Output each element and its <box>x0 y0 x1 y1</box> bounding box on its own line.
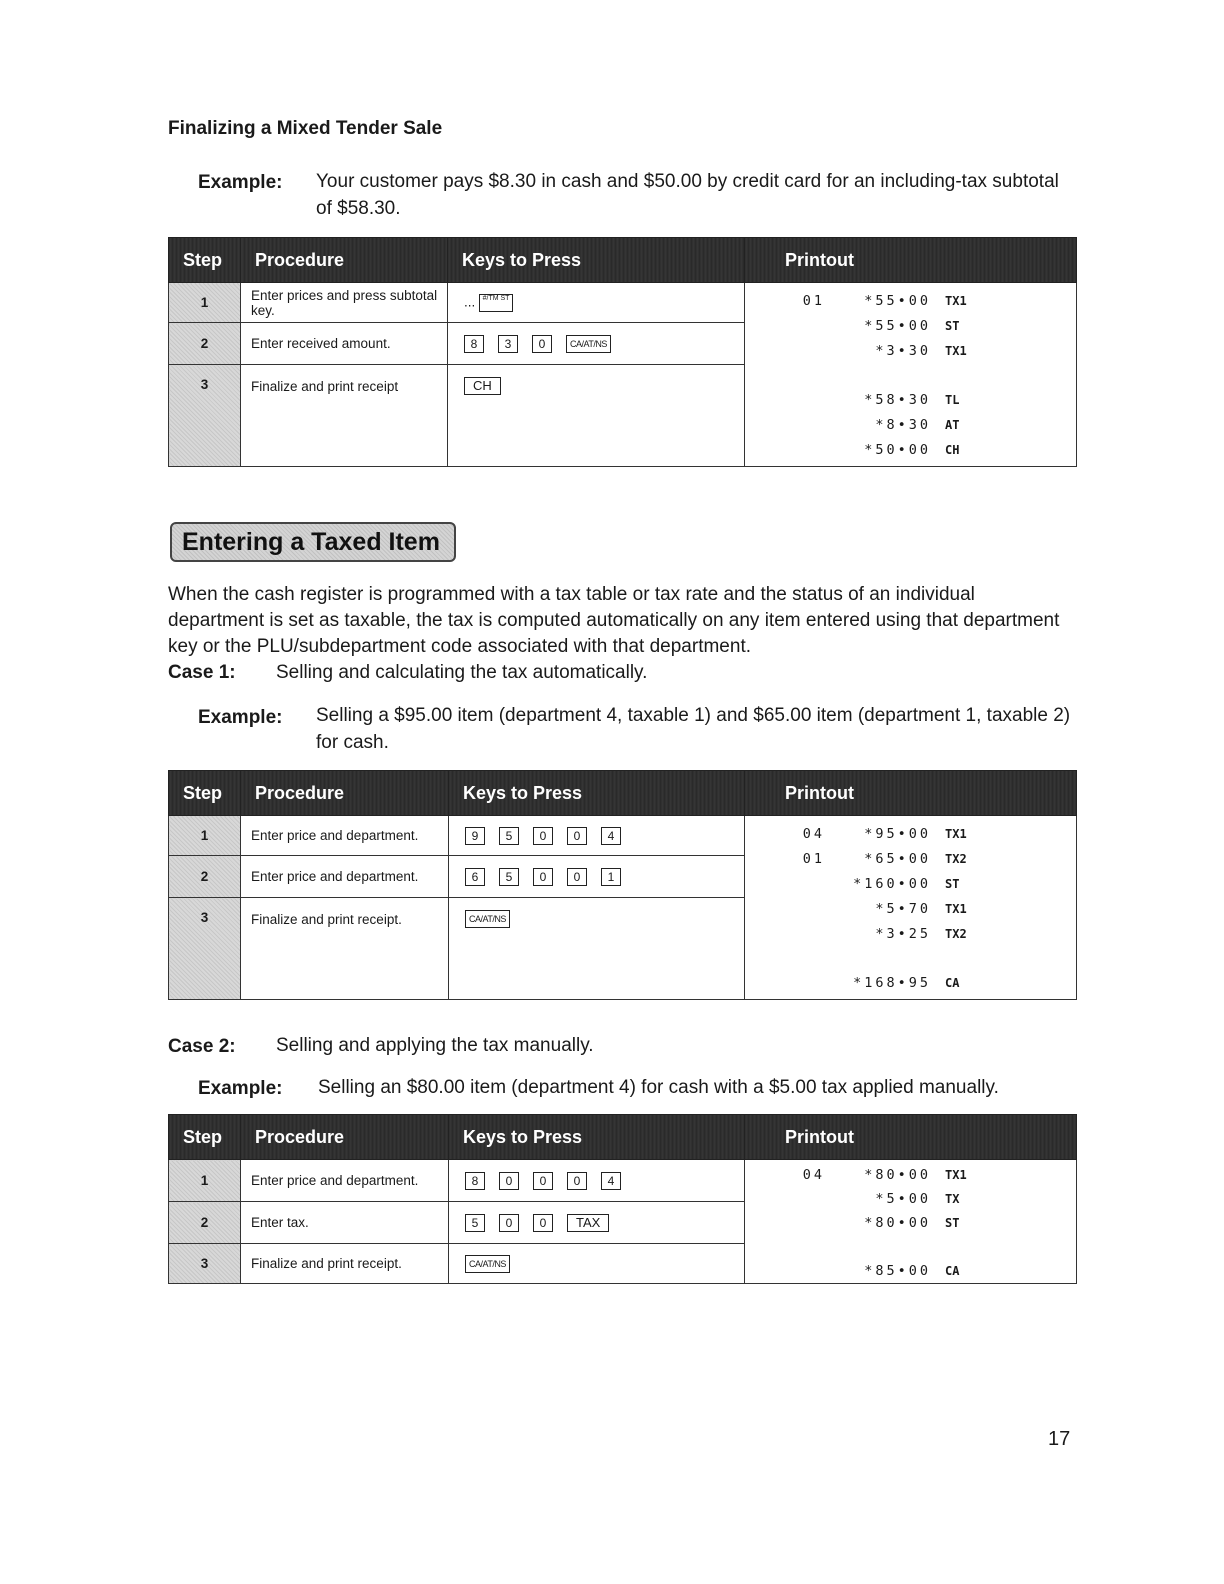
procedure-text: Enter price and department. <box>241 816 449 856</box>
procedure-text: Finalize and print receipt. <box>241 898 449 1000</box>
key-0: 0 <box>567 868 587 886</box>
printout-cell <box>745 816 1077 1000</box>
tax-key: TAX <box>567 1214 609 1232</box>
printout-line: *8•30 AT <box>875 417 960 433</box>
procedure-text: Enter price and department. <box>241 1160 449 1202</box>
keys-cell <box>448 283 745 323</box>
key-0: 0 <box>533 1214 553 1232</box>
header-printout: Printout <box>745 1115 1077 1160</box>
manual-tax-table <box>168 1114 1077 1284</box>
procedure-text: Enter tax. <box>241 1202 449 1244</box>
printout-line: *3•30 TX1 <box>875 343 967 359</box>
header-procedure: Procedure <box>241 238 448 283</box>
printout-cell <box>745 1160 1077 1284</box>
keys-cell <box>449 1160 745 1202</box>
header-keys: Keys to Press <box>449 1115 745 1160</box>
key-0: 0 <box>533 827 553 845</box>
procedure-text: Enter prices and press subtotal key. <box>241 283 448 323</box>
printout-line: 04 *80•00 TX1 <box>802 1166 967 1183</box>
page-number: 17 <box>1048 1428 1071 1450</box>
table-header-row <box>169 1115 1077 1160</box>
step-number: 1 <box>169 1160 241 1202</box>
example-label: Example: <box>198 1078 283 1099</box>
keys-cell <box>449 898 745 1000</box>
ellipsis: ... <box>464 294 476 310</box>
key-0: 0 <box>567 827 587 845</box>
example-label: Example: <box>198 172 283 193</box>
key-3: 3 <box>498 335 518 353</box>
example2-text: Selling an $80.00 item (department 4) for cash with a $5.00 tax applied manually. <box>318 1077 999 1098</box>
example-label: Example: <box>198 707 283 728</box>
keys-cell <box>449 856 745 898</box>
step-number: 3 <box>169 1244 241 1284</box>
section-banner: Entering a Taxed Item <box>170 522 456 562</box>
key-0: 0 <box>532 335 552 353</box>
printout-line: 01 *55•00 TX1 <box>802 293 967 309</box>
header-printout: Printout <box>745 771 1077 816</box>
procedure-text: Finalize and print receipt. <box>241 1244 449 1284</box>
keys-cell <box>449 816 745 856</box>
procedure-text: Enter price and department. <box>241 856 449 898</box>
printout-line: *3•25 TX2 <box>875 926 967 942</box>
printout-line: *50•00 CH <box>864 442 960 458</box>
printout-line: *5•70 TX1 <box>875 901 967 917</box>
printout-line: 01 *65•00 TX2 <box>802 851 967 867</box>
header-procedure: Procedure <box>241 771 449 816</box>
procedure-text: Enter received amount. <box>241 323 448 365</box>
step-number: 2 <box>169 1202 241 1244</box>
key-0: 0 <box>499 1172 519 1190</box>
printout-line: *80•00 ST <box>864 1214 960 1231</box>
table-header-row <box>169 238 1077 283</box>
department-4-key: 4 <box>601 1172 621 1190</box>
step-number: 1 <box>169 816 241 856</box>
printout-line: *55•00 ST <box>864 318 960 334</box>
table-row <box>169 283 1077 323</box>
printout-gap <box>745 947 1076 971</box>
step-number: 2 <box>169 323 241 365</box>
key-8: 8 <box>465 1172 485 1190</box>
printout-line: *160•00 ST <box>853 876 960 892</box>
table-header-row <box>169 771 1077 816</box>
key-5: 5 <box>499 868 519 886</box>
auto-tax-table <box>168 770 1077 1000</box>
key-0: 0 <box>499 1214 519 1232</box>
mixed-tender-table <box>168 237 1077 467</box>
key-0: 0 <box>533 1172 553 1190</box>
keys-cell <box>448 323 745 365</box>
case2-label: Case 2: <box>168 1036 236 1057</box>
keys-cell <box>449 1202 745 1244</box>
printout-line: *58•30 TL <box>864 392 960 408</box>
step-number: 1 <box>169 283 241 323</box>
key-5: 5 <box>465 1214 485 1232</box>
example1-text: Selling a $95.00 item (department 4, taxable 1) and $65.00 item (department 1, taxable 2) for cash. <box>316 705 1071 753</box>
header-procedure: Procedure <box>241 1115 449 1160</box>
header-step: Step <box>169 1115 241 1160</box>
keys-cell <box>449 1244 745 1284</box>
key-5: 5 <box>499 827 519 845</box>
step-number: 3 <box>169 365 241 467</box>
section-title: Finalizing a Mixed Tender Sale <box>168 118 443 139</box>
case1-text: Selling and calculating the tax automatically. <box>276 662 648 683</box>
table-row <box>169 1160 1077 1202</box>
keys-cell <box>448 365 745 467</box>
key-9: 9 <box>465 827 485 845</box>
key-0: 0 <box>567 1172 587 1190</box>
cash-key: CA/AT/NS <box>566 335 611 353</box>
example-text: Your customer pays $8.30 in cash and $50.00 by credit card for an including-tax subtotal of $58.30. <box>316 171 1059 219</box>
charge-key: CH <box>464 377 501 395</box>
cash-key: CA/AT/NS <box>465 1255 510 1273</box>
printout-line: *85•00 CA <box>864 1262 960 1279</box>
printout-line: *5•00 TX <box>875 1190 960 1207</box>
header-step: Step <box>169 771 241 816</box>
key-0: 0 <box>533 868 553 886</box>
printout-line: *168•95 CA <box>853 975 960 991</box>
printout-gap <box>745 364 1076 388</box>
key-8: 8 <box>464 335 484 353</box>
header-keys: Keys to Press <box>448 238 745 283</box>
intro-paragraph: When the cash register is programmed with a tax table or tax rate and the status of an individual department is set as taxable, the tax is computed automatically on any item entered using that department key or the PLU/subdepartment code associated with that department. <box>168 584 1060 657</box>
header-printout: Printout <box>745 238 1077 283</box>
department-4-key: 4 <box>601 827 621 845</box>
step-number: 2 <box>169 856 241 898</box>
header-keys: Keys to Press <box>449 771 745 816</box>
key-6: 6 <box>465 868 485 886</box>
printout-cell <box>745 283 1077 467</box>
step-number: 3 <box>169 898 241 1000</box>
header-step: Step <box>169 238 241 283</box>
printout-line: 04 *95•00 TX1 <box>802 826 967 842</box>
procedure-text: Finalize and print receipt <box>241 365 448 467</box>
cash-key: CA/AT/NS <box>465 910 510 928</box>
table-row <box>169 816 1077 856</box>
case2-text: Selling and applying the tax manually. <box>276 1035 594 1056</box>
case1-label: Case 1: <box>168 662 236 683</box>
department-1-key: 1 <box>601 868 621 886</box>
printout-gap <box>745 1235 1076 1259</box>
subtotal-key: #/TM ST <box>479 294 513 312</box>
